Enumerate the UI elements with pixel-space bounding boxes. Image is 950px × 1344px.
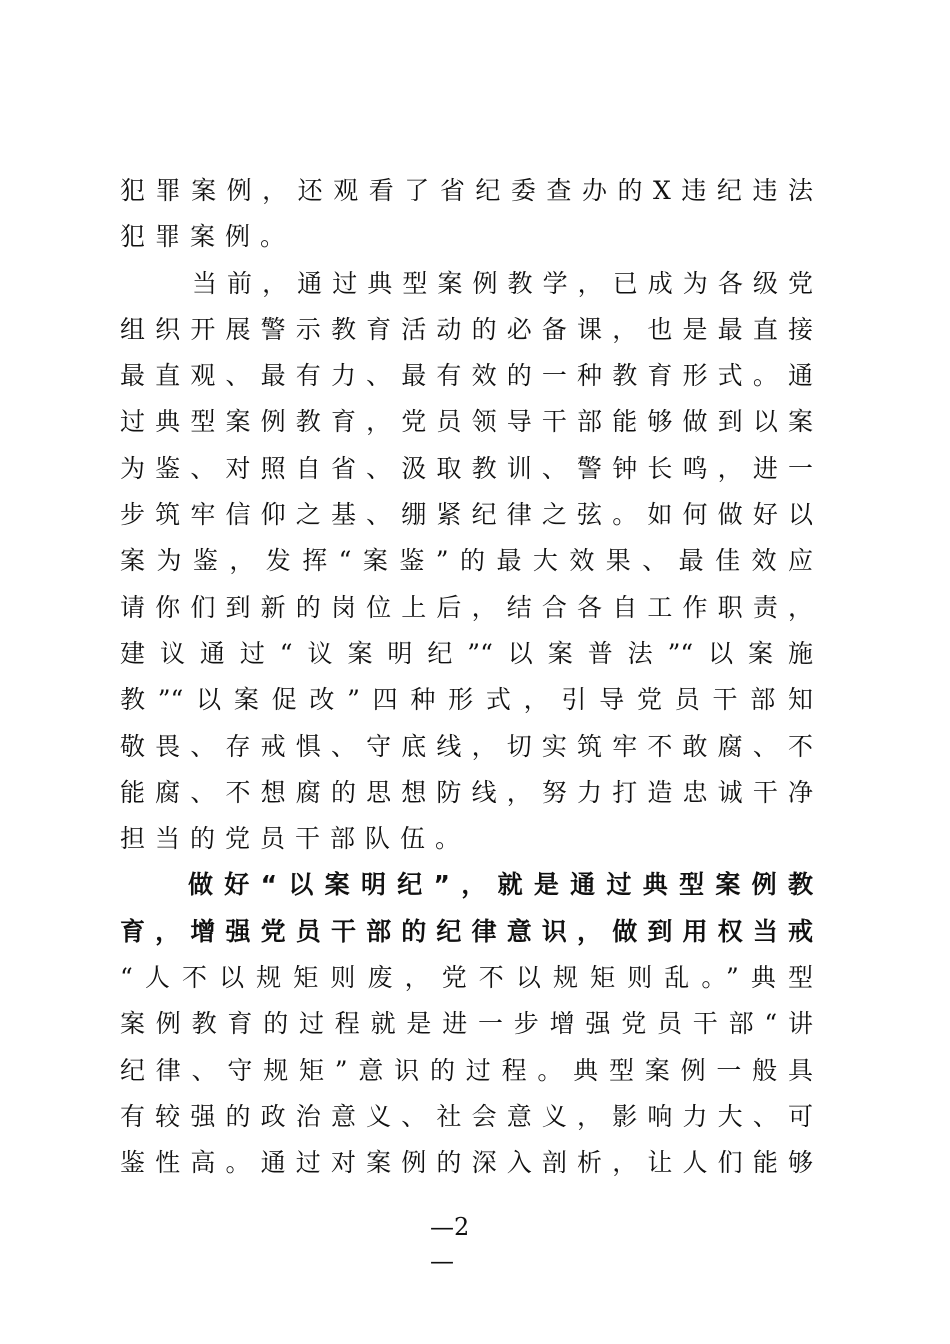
text-line: 建议通过“议案明纪”“以案普法”“以案施: [120, 638, 813, 668]
text-line: 担当的党员干部队伍。: [120, 824, 471, 854]
text-line: 纪律、守规矩”意识的过程。典型案例一般具: [120, 1055, 813, 1085]
text-line: 组织开展警示教育活动的必备课，也是最直接: [120, 314, 813, 344]
page-number: [430, 1210, 520, 1278]
bold-heading-line: 育，增强党员干部的纪律意识，做到用权当戒: [120, 916, 813, 946]
bold-heading-line: 做好“以案明纪”，就是通过典型案例教: [188, 870, 813, 900]
text-line: 能腐、不想腐的思想防线，努力打造忠诚干净: [120, 777, 813, 807]
paragraph-start-line: 当前，通过典型案例教学，已成为各级党: [192, 268, 813, 298]
text-line: 教”“以案促改”四种形式，引导党员干部知: [120, 685, 813, 715]
text-line: 请你们到新的岗位上后，结合各自工作职责，: [120, 592, 813, 622]
text-line: 犯罪案例，还观看了省纪委查办的X违纪违法: [120, 176, 813, 205]
text-line: 最直观、最有力、最有效的一种教育形式。通: [120, 361, 813, 391]
text-line: 案例教育的过程就是进一步增强党员干部“讲: [120, 1009, 813, 1039]
text-line: 有较强的政治意义、社会意义，影响力大、可: [120, 1101, 813, 1131]
text-line: 敬畏、存戒惧、守底线，切实筑牢不敢腐、不: [120, 731, 813, 761]
page-number-line: —2: [430, 1213, 470, 1241]
text-line: 鉴性高。通过对案例的深入剖析，让人们能够: [120, 1148, 813, 1178]
text-line: 步筑牢信仰之基、绷紧纪律之弦。如何做好以: [120, 500, 813, 530]
body-text: [120, 168, 813, 1187]
page-number-line: —: [430, 1247, 454, 1275]
text-line: 案为鉴，发挥“案鉴”的最大效果、最佳效应: [120, 546, 813, 576]
text-line: “人不以规矩则废，党不以规矩则乱。”典型: [120, 963, 813, 993]
text-line: 犯罪案例。: [120, 222, 296, 252]
text-line: 为鉴、对照自省、汲取教训、警钟长鸣，进一: [120, 453, 813, 483]
text-line: 过典型案例教育，党员领导干部能够做到以案: [120, 407, 813, 437]
